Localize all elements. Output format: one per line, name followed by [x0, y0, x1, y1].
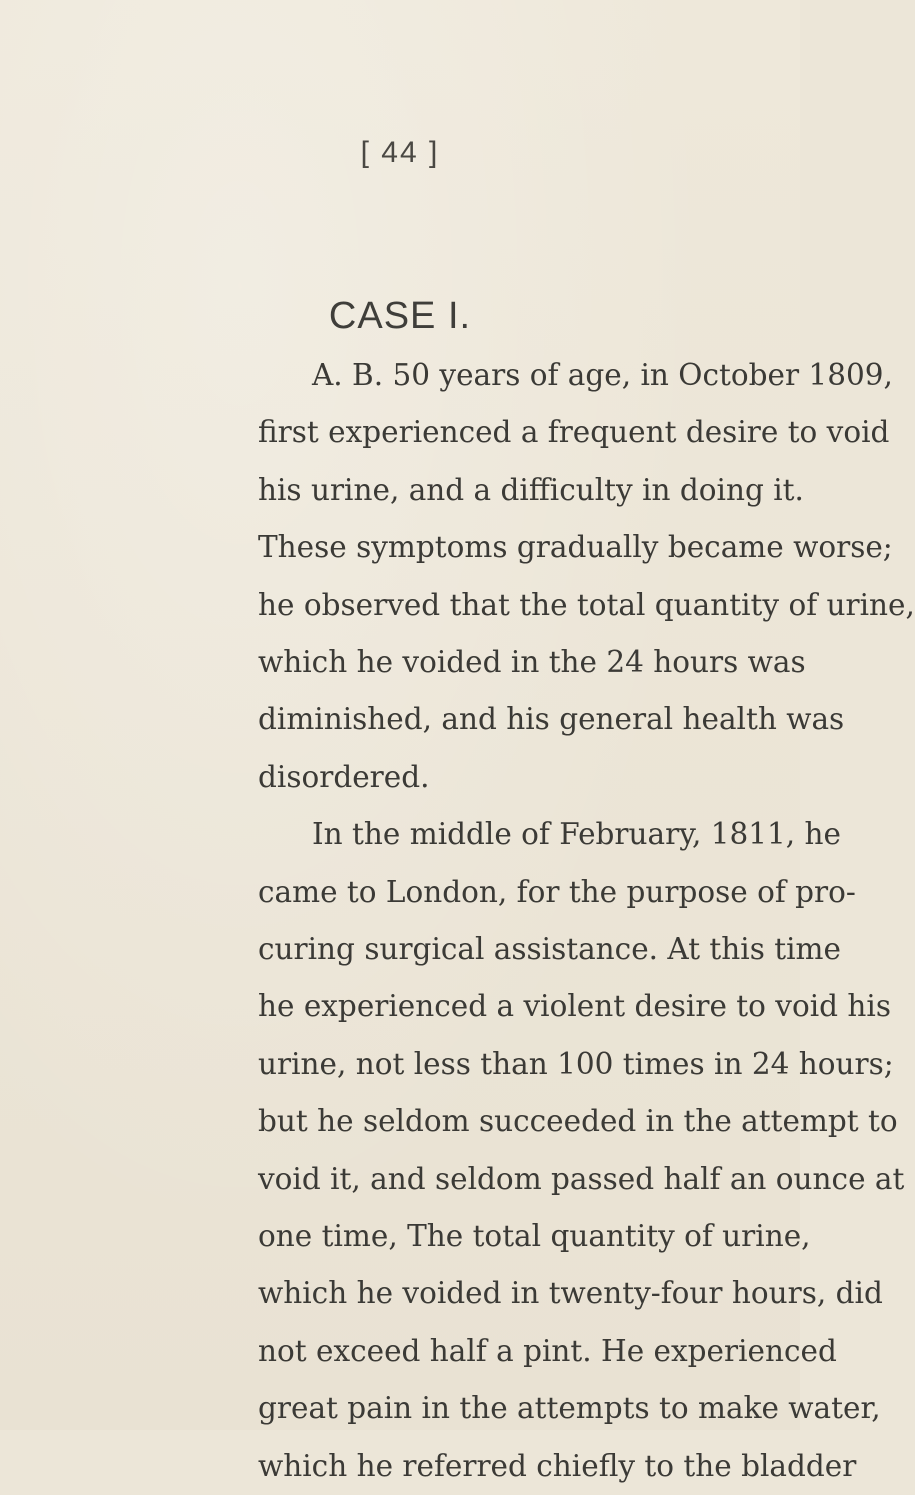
text-line: diminished, and his general health was [258, 702, 845, 737]
text-line: urine, not less than 100 times in 24 hours; [258, 1046, 894, 1081]
text-line: came to London, for the purpose of pro- [258, 874, 856, 909]
case-heading: CASE I. [328, 295, 472, 337]
text-line: In the middle of February, 1811, he [312, 817, 841, 852]
text-line: void it, and seldom passed half an ounce at [258, 1161, 905, 1196]
text-line: one time, The total quantity of urine, [258, 1219, 811, 1253]
text-line: disordered. [258, 759, 430, 794]
page-number: [ 44 ] [360, 136, 440, 169]
text-line: but he seldom succeeded in the attempt to [258, 1104, 898, 1139]
text-line: curing surgical assistance. At this time [258, 932, 841, 966]
text-line: great pain in the attempts to make water, [258, 1391, 881, 1426]
text-line: his urine, and a difficulty in doing it. [258, 472, 804, 507]
text-line: not exceed half a pint. He experienced [258, 1333, 837, 1368]
text-line: which he voided in twenty-four hours, did [258, 1276, 883, 1311]
text-line: he experienced a violent desire to void his [258, 989, 891, 1024]
text-line: which he referred chiefly to the bladder [258, 1448, 857, 1483]
text-line: These symptoms gradually became worse; [258, 530, 893, 565]
text-line: first experienced a frequent desire to void [258, 415, 890, 450]
text-line: A. B. 50 years of age, in October 1809, [312, 358, 893, 392]
text-line: which he voided in the 24 hours was [258, 645, 806, 679]
text-line: he observed that the total quantity of urine, [258, 587, 915, 622]
